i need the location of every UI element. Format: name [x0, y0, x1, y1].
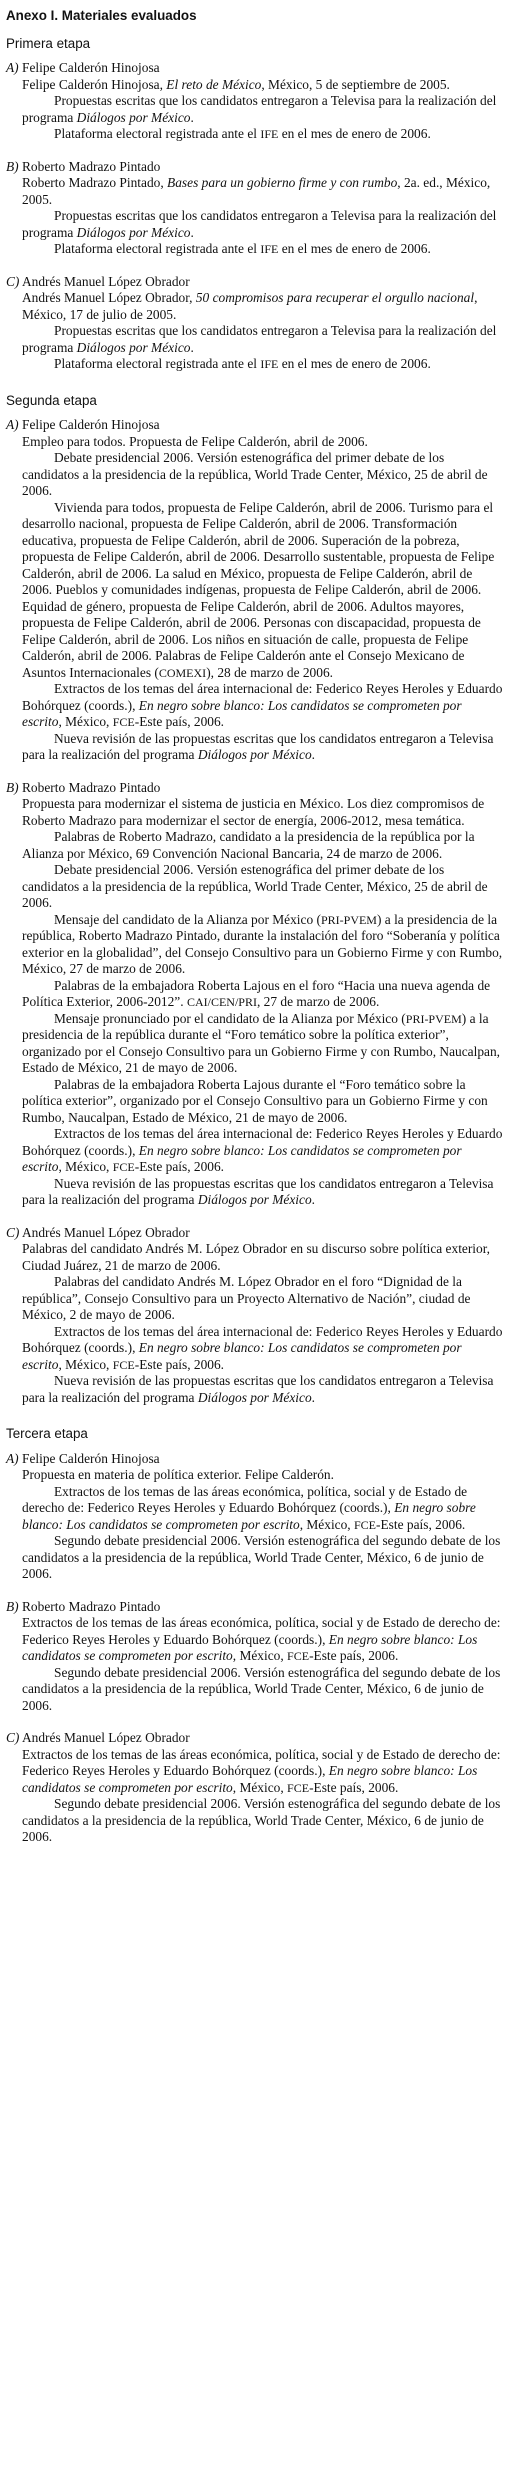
italic-title-text: Diálogos por México: [197, 1389, 312, 1405]
acronym-text: PRI-PVEM: [405, 1011, 462, 1026]
reference-entry: [22, 796, 504, 829]
acronym-text: IFE: [260, 242, 279, 256]
reference-entry: [22, 1324, 504, 1374]
reference-entry: [22, 1747, 504, 1797]
reference-entry: [22, 500, 504, 682]
entry-text: Extractos de los temas del área internacional de: Federico Reyes Heroles y Eduardo Bohórquez (coords.),: [22, 1323, 503, 1355]
candidate-heading: [6, 780, 504, 797]
entry-text: , México, 17 de julio de 2005.: [22, 290, 478, 322]
reference-entry: [22, 862, 504, 912]
candidate-letter: B): [6, 779, 19, 795]
italic-title-text: Diálogos por México: [76, 339, 191, 355]
reference-entry: [22, 356, 504, 373]
entry-text: , 2a. ed., México, 2005.: [22, 175, 491, 207]
italic-title-text: Diálogos por México: [76, 224, 191, 240]
entry-text: Nueva revisión de las propuestas escritas que los candidatos entregaron a Televisa para la realización del programa: [22, 1175, 494, 1207]
entry-text: Palabras de Roberto Madrazo, candidato a la presidencia de la república por la Alianza por México, 69 Convención Nacional Bancaria, 24 de marzo de 2006.: [22, 829, 475, 861]
entry-text: Palabras del candidato Andrés M. López Obrador en el foro “Dignidad de la república”, Consejo Consultivo para un Proyecto Alternativo de Nación”, ciudad de México, 2 de mayo de 2006.: [22, 1274, 471, 1322]
candidate-name: Felipe Calderón Hinojosa: [22, 60, 160, 75]
reference-entry: [22, 126, 504, 143]
entry-text: Propuesta en materia de política exterior. Felipe Calderón.: [22, 1467, 334, 1482]
entry-text: Felipe Calderón Hinojosa,: [22, 76, 167, 92]
entry-text: Segundo debate presidencial 2006. Versión estenográfica del segundo debate de los candidatos a la presidencia de la república, World Trade Center, México, 6 de junio de 2006.: [22, 1533, 501, 1581]
candidate-name: Felipe Calderón Hinojosa: [22, 417, 160, 432]
entry-text: , México,: [58, 1356, 113, 1372]
entry-text: Propuesta para modernizar el sistema de justicia en México. Los diez compromisos de Roberto Madrazo para modernizar el sector de energía, 2006-2012, mesa temática.: [22, 796, 485, 828]
acronym-text: FCE: [112, 715, 135, 729]
candidate-block: [6, 1730, 504, 1846]
candidate-heading: [6, 1225, 504, 1242]
italic-title-text: En negro sobre blanco: Los candidatos se comprometen por escrito: [22, 1500, 476, 1532]
candidate-heading: [6, 60, 504, 77]
entry-text: en el mes de enero de 2006.: [278, 241, 431, 256]
candidate-letter: B): [6, 158, 19, 174]
reference-entry: [22, 1126, 504, 1176]
candidate-name: Felipe Calderón Hinojosa: [22, 1450, 160, 1466]
entry-text: -Este país, 2006.: [309, 1779, 399, 1795]
candidate-letter: A): [6, 60, 19, 75]
candidate-heading: [6, 1599, 504, 1616]
entry-text: Propuestas escritas que los candidatos entregaron a Televisa para la realización del programa: [22, 323, 497, 355]
reference-entry: [22, 1533, 504, 1583]
candidate-block: [6, 1225, 504, 1407]
stage-title: Primera etapa: [6, 35, 91, 51]
entry-text: Propuestas escritas que los candidatos entregaron a Televisa para la realización del programa: [22, 93, 497, 125]
entry-text: .: [311, 747, 316, 762]
italic-title-text: En negro sobre blanco: Los candidatos se comprometen por escrito: [22, 1763, 478, 1795]
entry-text: Debate presidencial 2006. Versión estenográfica del primer debate de los candidatos a la presidencia de la república, World Trade Center, México, 25 de abril de 2006.: [22, 450, 488, 498]
entry-text: -Este país, 2006.: [134, 1159, 225, 1174]
reference-entry: [22, 681, 504, 731]
entry-text: -Este país, 2006.: [134, 1356, 225, 1372]
reference-entry: [22, 1467, 504, 1484]
entry-text: Extractos de los temas de las áreas económica, política, social y de Estado de derecho de: Federico Reyes Heroles y Eduardo Bohórquez (coords.),: [22, 1746, 501, 1778]
reference-entry: [22, 912, 504, 978]
italic-title-text: Diálogos por México: [197, 747, 312, 762]
italic-title-text: Diálogos por México: [76, 109, 191, 125]
acronym-text: PRI-PVEM: [320, 912, 377, 927]
entry-text: Debate presidencial 2006. Versión estenográfica del primer debate de los candidatos a la presidencia de la república, World Trade Center, México, 25 de abril de 2006.: [22, 862, 488, 910]
reference-entry: [22, 1241, 504, 1274]
candidate-letter: C): [6, 1730, 20, 1745]
reference-entry: [22, 1077, 504, 1127]
entry-text: , 27 de marzo de 2006.: [256, 994, 380, 1009]
reference-entry: [22, 323, 504, 356]
acronym-text: FCE: [287, 1649, 310, 1663]
entry-text: -Este país, 2006.: [309, 1648, 399, 1663]
entry-text: .: [311, 1389, 316, 1405]
reference-entry: [22, 290, 504, 323]
acronym-text: FCE: [112, 1357, 135, 1372]
candidate-name: Roberto Madrazo Pintado: [22, 158, 161, 174]
candidate-block: [6, 60, 504, 143]
candidate-block: [6, 1451, 504, 1583]
reference-entry: [22, 450, 504, 500]
acronym-text: FCE: [287, 1780, 310, 1795]
entry-text: Roberto Madrazo Pintado,: [22, 175, 168, 190]
candidate-name: Andrés Manuel López Obrador: [22, 273, 190, 289]
candidate-name: Roberto Madrazo Pintado: [22, 1598, 161, 1614]
reference-entry: [22, 1484, 504, 1534]
reference-entry: [22, 1796, 504, 1846]
stage-title: Segunda etapa: [6, 392, 97, 408]
entry-text: Plataforma electoral registrada ante el: [54, 356, 261, 371]
entry-text: Extractos de los temas del área internacional de: Federico Reyes Heroles y Eduardo Bohórquez (coords.),: [22, 1126, 503, 1158]
annex-title: Anexo I. Materiales evaluados: [6, 8, 197, 23]
stages-container: [6, 36, 504, 1846]
entry-text: Extractos de los temas de las áreas económica, política, social y de Estado de derecho de: Federico Reyes Heroles y Eduardo Bohórquez (coords.),: [22, 1615, 501, 1647]
entry-text: -Este país, 2006.: [376, 1516, 466, 1532]
entry-text: -Este país, 2006.: [134, 714, 225, 729]
candidate-name: Roberto Madrazo Pintado: [22, 779, 161, 795]
reference-entry: [22, 1373, 504, 1406]
entry-text: , México, 5 de septiembre de 2005.: [261, 76, 450, 92]
acronym-text: CAI/CEN/PRI: [186, 995, 257, 1009]
candidate-heading: [6, 1730, 504, 1747]
acronym-text: COMEXI: [158, 665, 207, 680]
reference-entry: [22, 208, 504, 241]
candidate-name: Andrés Manuel López Obrador: [22, 1224, 190, 1240]
entry-text: Empleo para todos. Propuesta de Felipe Calderón, abril de 2006.: [22, 433, 368, 449]
reference-entry: [22, 77, 504, 94]
italic-title-text: En negro sobre blanco: Los candidatos se comprometen por escrito: [22, 1142, 462, 1174]
candidate-letter: A): [6, 417, 19, 432]
entry-text: en el mes de enero de 2006.: [278, 126, 431, 141]
stage-section: [6, 36, 504, 373]
entry-text: , México,: [232, 1779, 288, 1795]
entry-text: .: [311, 1192, 316, 1207]
reference-entry: [22, 978, 504, 1011]
candidate-block: [6, 780, 504, 1209]
candidate-block: [6, 159, 504, 258]
candidate-letter: B): [6, 1598, 19, 1614]
italic-title-text: En negro sobre blanco: Los candidatos se comprometen por escrito: [22, 1631, 478, 1663]
italic-title-text: En negro sobre blanco: Los candidatos se comprometen por escrito: [22, 697, 462, 729]
entry-text: Palabras del candidato Andrés M. López Obrador en su discurso sobre política exterior, Ciudad Juárez, 21 de marzo de 2006.: [22, 1241, 490, 1273]
entry-text: Propuestas escritas que los candidatos entregaron a Televisa para la realización del programa: [22, 208, 497, 240]
italic-title-text: En negro sobre blanco: Los candidatos se comprometen por escrito: [22, 1340, 462, 1372]
candidate-heading: [6, 1451, 504, 1468]
acronym-text: FCE: [112, 1160, 135, 1174]
entry-text: Plataforma electoral registrada ante el: [54, 241, 261, 256]
entry-text: , México,: [58, 1159, 113, 1174]
reference-entry: [22, 829, 504, 862]
candidate-letter: A): [6, 1450, 19, 1466]
reference-entry: [22, 1176, 504, 1209]
reference-entry: [22, 1665, 504, 1715]
italic-title-text: El reto de México: [166, 76, 262, 92]
acronym-text: FCE: [354, 1517, 377, 1532]
reference-entry: [22, 1011, 504, 1077]
entry-text: ) a la presidencia de la república durante el “Foro temático sobre la política exterior”, organizado por el Consejo Consultivo para un Gobierno Firme y con Rumbo, Naucalpan, Estado de México, 21 de mayo de 2006.: [22, 1010, 501, 1075]
candidate-letter: C): [6, 1224, 20, 1240]
candidate-block: [6, 274, 504, 373]
entry-text: .: [190, 224, 194, 240]
acronym-text: IFE: [260, 357, 279, 371]
stage-title: Tercera etapa: [6, 1426, 88, 1441]
entry-text: Vivienda para todos, propuesta de Felipe Calderón, abril de 2006. Turismo para el desarrollo nacional, propuesta de Felipe Calderón, abril de 2006. Transformación educativa, propuesta de Felipe Calderón, abril de 2006. Superación de la pobreza, propuesta de Felipe Calderón, abril de 2006. Desarrollo sustentable, propuesta de Felipe Calderón, abril de 2006. La salud en México, propuesta de Felipe Calderón, abril de 2006. Pueblos y comunidades indígenas, propuesta de Felipe Calderón, abril de 2006. Equidad de género, propuesta de Felipe Calderón, abril de 2006. Adultos mayores, propuesta de Felipe Calderón, abril de 2006. Personas con discapacidad, propuesta de Felipe Calderón, abril de 2006. Los niños en situación de calle, propuesta de Felipe Calderón, abril de 2006. Palabras de Felipe Calderón ante el Consejo Mexicano de Asuntos Internacionales (: [22, 499, 495, 680]
entry-text: , México,: [299, 1516, 354, 1532]
entry-text: Plataforma electoral registrada ante el: [54, 126, 261, 141]
candidate-name: Andrés Manuel López Obrador: [22, 1730, 190, 1745]
italic-title-text: Bases para un gobierno firme y con rumbo: [167, 175, 398, 190]
entry-text: Nueva revisión de las propuestas escritas que los candidatos entregaron a Televisa para la realización del programa: [22, 730, 494, 762]
entry-text: ) a la presidencia de la república, Roberto Madrazo Pintado, durante la instalación del foro “Soberanía y política exterior en la globalidad”, del Consejo Consultivo para un Gobierno Firme y con Rumbo, México, 27 de marzo de 2006.: [22, 911, 503, 976]
candidate-heading: [6, 159, 504, 176]
reference-entry: [22, 1615, 504, 1665]
candidate-letter: C): [6, 273, 20, 289]
reference-entry: [22, 731, 504, 764]
entry-text: Extractos de los temas de las áreas económica, política, social y de Estado de derecho de: Federico Reyes Heroles y Eduardo Bohórquez (coords.),: [22, 1483, 468, 1515]
entry-text: Palabras de la embajadora Roberta Lajous en el foro “Hacia una nueva agenda de Política Exterior, 2006-2012”.: [22, 977, 491, 1009]
entry-text: Mensaje pronunciado por el candidato de la Alianza por México (: [54, 1010, 406, 1026]
candidate-block: [6, 1599, 504, 1715]
entry-text: .: [190, 339, 194, 355]
reference-entry: [22, 434, 504, 451]
reference-entry: [22, 1274, 504, 1324]
entry-text: en el mes de enero de 2006.: [278, 356, 431, 371]
entry-text: Segundo debate presidencial 2006. Versión estenográfica del segundo debate de los candidatos a la presidencia de la república, World Trade Center, México, 6 de junio de 2006.: [22, 1664, 501, 1713]
entry-text: .: [190, 109, 194, 125]
entry-text: Segundo debate presidencial 2006. Versión estenográfica del segundo debate de los candidatos a la presidencia de la república, World Trade Center, México, 6 de junio de 2006.: [22, 1796, 501, 1844]
stage-section: [6, 393, 504, 1407]
reference-entry: [22, 241, 504, 258]
entry-text: Andrés Manuel López Obrador,: [22, 290, 196, 305]
entry-text: , México,: [58, 714, 113, 729]
reference-entry: [22, 175, 504, 208]
entry-text: Extractos de los temas del área internacional de: Federico Reyes Heroles y Eduardo Bohórquez (coords.),: [22, 681, 503, 713]
candidate-heading: [6, 417, 504, 434]
acronym-text: IFE: [260, 127, 279, 141]
stage-section: [6, 1426, 504, 1846]
candidate-block: [6, 417, 504, 764]
entry-text: ), 28 de marzo de 2006.: [206, 664, 333, 680]
italic-title-text: Diálogos por México: [197, 1192, 312, 1207]
entry-text: Nueva revisión de las propuestas escritas que los candidatos entregaron a Televisa para la realización del programa: [22, 1373, 494, 1405]
entry-text: Palabras de la embajadora Roberta Lajous durante el “Foro temático sobre la política exterior”, organizado por el Consejo Consultivo para un Gobierno Firme y con Rumbo, Naucalpan, Estado de México, 21 de mayo de 2006.: [22, 1076, 488, 1125]
candidate-heading: [6, 274, 504, 291]
entry-text: , México,: [232, 1648, 288, 1663]
reference-entry: [22, 93, 504, 126]
entry-text: Mensaje del candidato de la Alianza por México (: [54, 911, 321, 927]
italic-title-text: 50 compromisos para recuperar el orgullo nacional: [195, 290, 475, 305]
